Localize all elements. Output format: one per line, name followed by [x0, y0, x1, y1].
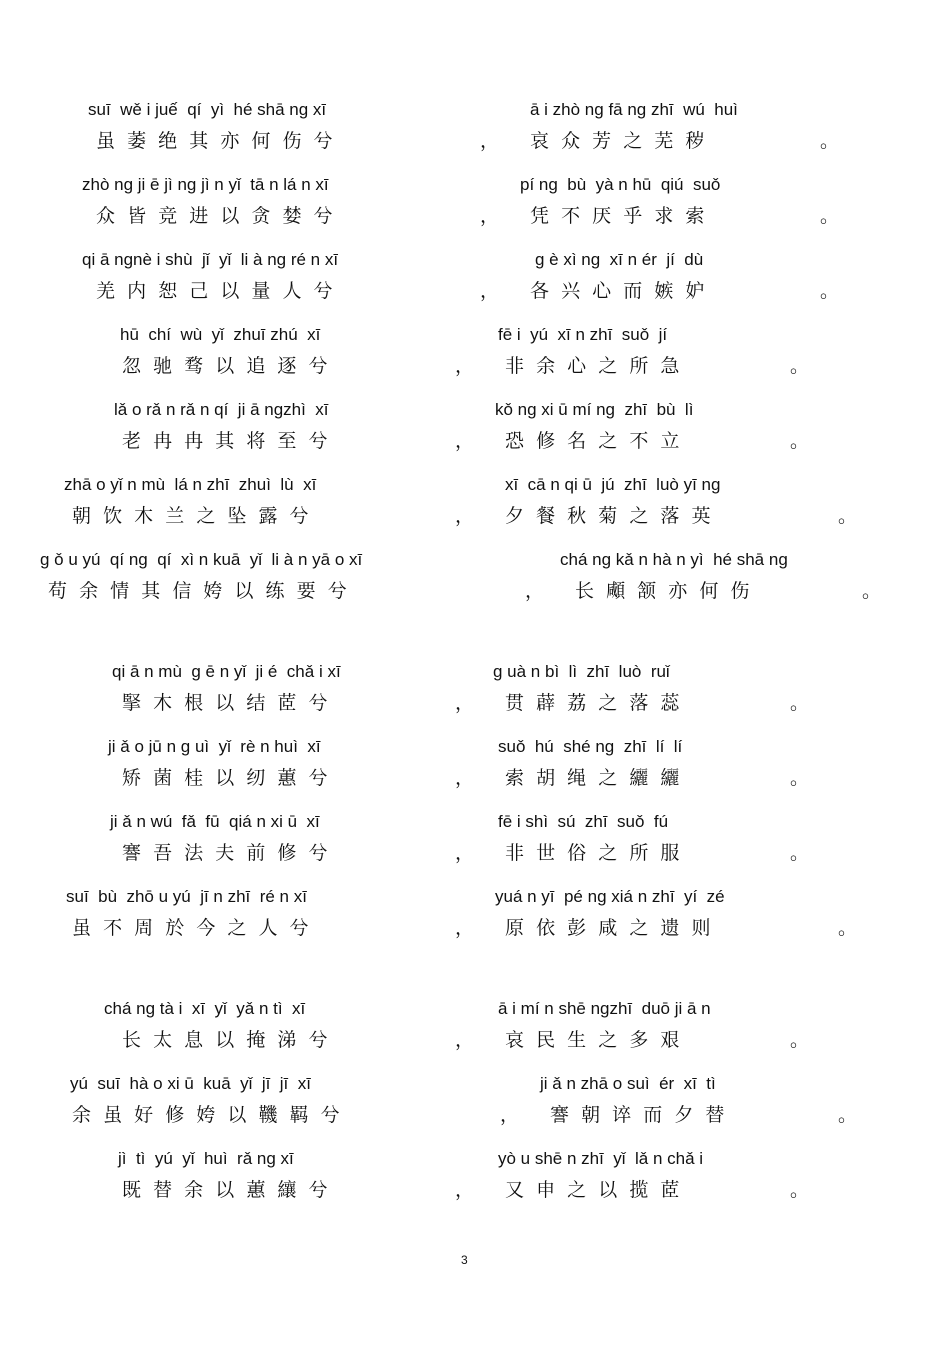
pinyin-right: g uà n bì lì zhī luò ruǐ: [493, 662, 670, 681]
pinyin-right: suǒ hú shé ng zhī lí lí: [498, 737, 683, 756]
pinyin-right: fē i yú xī n zhī suǒ jí: [498, 325, 668, 344]
hanzi-right: 哀 民 生 之 多 艰: [505, 1029, 680, 1051]
comma: ，: [455, 1029, 475, 1051]
period: 。: [790, 355, 810, 377]
comma: ，: [455, 355, 475, 377]
pinyin-right: ji ǎ n zhā o suì ér xī tì: [540, 1074, 716, 1093]
period: 。: [862, 580, 882, 602]
period: 。: [790, 1179, 810, 1201]
comma: ，: [455, 505, 475, 527]
pinyin-left: zhā o yǐ n mù lá n zhī zhuì lù xī: [64, 475, 317, 494]
hanzi-left: 謇 吾 法 夫 前 修 兮: [122, 842, 328, 864]
period: 。: [790, 430, 810, 452]
hanzi-left: 虽 萎 绝 其 亦 何 伤 兮: [96, 130, 333, 152]
hanzi-right: 哀 众 芳 之 芜 秽: [530, 130, 705, 152]
pinyin-right: g è xì ng xī n ér jí dù: [535, 250, 704, 269]
period: 。: [820, 280, 840, 302]
hanzi-left: 众 皆 竞 进 以 贪 婪 兮: [96, 205, 333, 227]
comma: ，: [455, 917, 475, 939]
hanzi-left: 忽 驰 骛 以 追 逐 兮: [122, 355, 328, 377]
pinyin-left: hū chí wù yǐ zhuī zhú xī: [120, 325, 321, 344]
pinyin-left: g ǒ u yú qí ng qí xì n kuā yǐ li à n yā o xī: [40, 550, 363, 569]
hanzi-left: 余 虽 好 修 姱 以 鞿 羁 兮: [72, 1104, 340, 1126]
hanzi-left: 羌 内 恕 己 以 量 人 兮: [96, 280, 333, 302]
period: 。: [820, 130, 840, 152]
pinyin-right: xī cā n qi ū jú zhī luò yī ng: [505, 475, 721, 494]
pinyin-left: suī wě i juế qí yì hé shā ng xī: [88, 100, 327, 119]
period: 。: [838, 917, 858, 939]
hanzi-right: 索 胡 绳 之 纚 纚: [505, 767, 680, 789]
pinyin-left: qi ā ngnè i shù jǐ yǐ li à ng ré n xī: [82, 250, 339, 269]
hanzi-right: 恐 修 名 之 不 立: [505, 430, 680, 452]
hanzi-right: 凭 不 厌 乎 求 索: [530, 205, 705, 227]
comma: ，: [455, 430, 475, 452]
pinyin-right: chá ng kǎ n hà n yì hé shā ng: [560, 550, 788, 569]
hanzi-left: 朝 饮 木 兰 之 坠 露 兮: [72, 505, 309, 527]
hanzi-right: 夕 餐 秋 菊 之 落 英: [505, 505, 711, 527]
hanzi-left: 老 冉 冉 其 将 至 兮: [122, 430, 328, 452]
comma: ，: [480, 205, 500, 227]
period: 。: [838, 505, 858, 527]
comma: ，: [480, 280, 500, 302]
hanzi-left: 既 替 余 以 蕙 纕 兮: [122, 1179, 328, 1201]
hanzi-right: 各 兴 心 而 嫉 妒: [530, 280, 705, 302]
pinyin-right: ā i zhò ng fā ng zhī wú huì: [530, 100, 738, 119]
hanzi-left: 虽 不 周 於 今 之 人 兮: [72, 917, 309, 939]
pinyin-right: yuá n yī pé ng xiá n zhī yí zé: [495, 887, 725, 906]
pinyin-right: pí ng bù yà n hū qiú suǒ: [520, 175, 721, 194]
pinyin-right: kǒ ng xi ū mí ng zhī bù lì: [495, 400, 694, 419]
hanzi-right: 謇 朝 谇 而 夕 替: [550, 1104, 725, 1126]
hanzi-left: 长 太 息 以 掩 涕 兮: [122, 1029, 328, 1051]
pinyin-left: chá ng tà i xī yǐ yǎ n tì xī: [104, 999, 306, 1018]
hanzi-right: 原 依 彭 咸 之 遗 则: [505, 917, 711, 939]
comma: ，: [455, 692, 475, 714]
pinyin-right: yò u shē n zhī yǐ lǎ n chǎ i: [498, 1149, 704, 1168]
pinyin-right: fē i shì sú zhī suǒ fú: [498, 812, 669, 831]
comma: ，: [455, 1179, 475, 1201]
hanzi-left: 苟 余 情 其 信 姱 以 练 要 兮: [48, 580, 347, 602]
hanzi-left: 矫 菌 桂 以 纫 蕙 兮: [122, 767, 328, 789]
comma: ，: [480, 130, 500, 152]
hanzi-right: 非 余 心 之 所 急: [505, 355, 680, 377]
period: 。: [838, 1104, 858, 1126]
comma: ，: [455, 842, 475, 864]
hanzi-right: 非 世 俗 之 所 服: [505, 842, 680, 864]
pinyin-left: jì tì yú yǐ huì rǎ ng xī: [118, 1149, 294, 1168]
pinyin-right: ā i mí n shē ngzhī duō ji ā n: [498, 999, 711, 1018]
period: 。: [790, 767, 810, 789]
comma: ，: [455, 767, 475, 789]
period: 。: [790, 842, 810, 864]
comma: ，: [525, 580, 545, 602]
period: 。: [820, 205, 840, 227]
page-number: 3: [461, 1253, 468, 1267]
period: 。: [790, 1029, 810, 1051]
hanzi-left: 掔 木 根 以 结 茝 兮: [122, 692, 328, 714]
hanzi-right: 贯 薜 荔 之 落 蕊: [505, 692, 680, 714]
hanzi-right: 长 顑 颔 亦 何 伤: [575, 580, 750, 602]
hanzi-right: 又 申 之 以 揽 茝: [505, 1179, 680, 1201]
pinyin-left: zhò ng ji ē jì ng jì n yǐ tā n lá n xī: [82, 175, 329, 194]
pinyin-left: yú suī hà o xi ū kuā yǐ jī jī xī: [70, 1074, 311, 1093]
pinyin-left: ji ǎ n wú fǎ fū qiá n xi ū xī: [110, 812, 320, 831]
comma: ，: [500, 1104, 520, 1126]
pinyin-left: suī bù zhō u yú jī n zhī ré n xī: [66, 887, 307, 906]
pinyin-left: lǎ o rǎ n rǎ n qí ji ā ngzhì xī: [114, 400, 329, 419]
pinyin-left: qi ā n mù g ē n yǐ ji é chǎ i xī: [112, 662, 341, 681]
period: 。: [790, 692, 810, 714]
pinyin-left: ji ǎ o jū n g uì yǐ rè n huì xī: [108, 737, 321, 756]
